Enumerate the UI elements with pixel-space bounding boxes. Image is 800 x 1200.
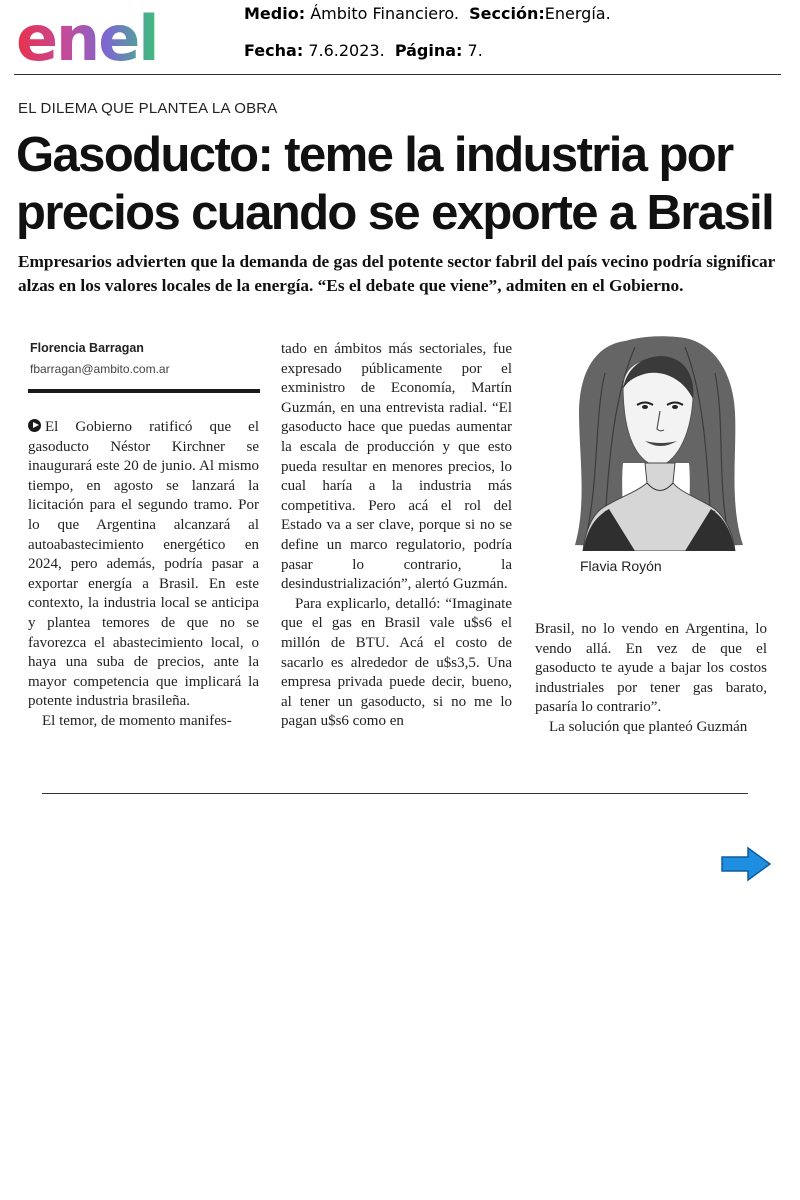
article-headline: Gasoducto: teme la industria por precios cuando se exporte a Brasil <box>16 128 774 240</box>
photo-caption: Flavia Royón <box>580 558 662 574</box>
medio-value: Ámbito Financiero. <box>310 4 459 23</box>
column-1-paragraph-1 <box>28 418 259 712</box>
article-column-1 <box>28 418 259 732</box>
pagina-value: 7. <box>467 41 483 60</box>
portrait-illustration <box>565 333 747 551</box>
seccion-value: Energía. <box>544 4 611 23</box>
header-divider <box>14 74 781 75</box>
next-page-arrow-icon[interactable] <box>720 846 772 882</box>
column-1-paragraph-2: El temor, de momento manifes- <box>42 712 232 729</box>
article-column-2 <box>281 340 512 732</box>
logo-text: enel <box>16 2 158 72</box>
pagina-label: Página <box>394 41 457 60</box>
article-deck: Empresarios advierten que la demanda de gas del potente sector fabril del país vecino podría significar alzas en los valores locales de la energía. “Es el debate que viene”, admiten en el Gobierno. <box>18 252 776 295</box>
column-2-paragraph-1: tado en ámbitos más sectoriales, fue expresado públicamente por el exministro de Economía, Martín Guzmán, en una entrevista radial. “El gasoducto hace que puedas aumentar la escala de producción y que esto pueda resultar en menores precios, lo cual haría a la industria más competitiva. Pero acá el rol del Estado va a ser clave, porque si no se define un marco regulatorio, podría pasar lo contrario, la desindustrialización”, alertó Guzmán. <box>281 341 512 593</box>
meta-fecha-pagina: Fecha: 7.6.2023. Página: 7. <box>244 41 483 60</box>
medio-label: Medio <box>244 4 299 23</box>
author-name: Florencia Barragan <box>30 341 144 355</box>
article-bottom-divider <box>42 793 748 794</box>
enel-logo <box>16 2 180 72</box>
fecha-value: 7.6.2023. <box>308 41 385 60</box>
column-3-paragraph-2: La solución que planteó Guzmán <box>549 718 748 735</box>
author-email: fbarragan@ambito.com.ar <box>30 362 170 376</box>
byline-divider <box>28 389 260 393</box>
meta-medio-seccion: Medio: Ámbito Financiero. Sección:Energía. <box>244 4 611 23</box>
article-kicker: EL DILEMA QUE PLANTEA LA OBRA <box>18 100 278 117</box>
column-2-paragraph-2: Para explicarlo, detalló: “Imaginate que el gas en Brasil vale u$s6 el millón de BTU. Acá el costo de sacarlo es alrededor de u$s3,5. Una empresa privada puede decir, bueno, al tener un gasoducto, si no me lo pagan u$s6 como en <box>281 595 512 730</box>
fecha-label: Fecha <box>244 41 297 60</box>
seccion-label: Sección <box>469 4 539 23</box>
column-1-paragraph-1-text: El Gobierno ratificó que el gasoducto Néstor Kirchner se inaugurará este 20 de junio. Al mismo tiempo, en agosto se lanzará la licitación para el segundo tramo. Por lo que Argentina alcanzará al autoabastecimiento energético en 2024, pero además, podría pasar a exportar energía a Brasil. En este contexto, la industria local se anticipa y plantea temores de que no se favorezca el abastecimiento local, o haya una suba de precios, ante la mayor competencia que implicará la potente industria brasileña. <box>28 419 259 710</box>
article-column-3 <box>535 620 767 738</box>
play-bullet-icon <box>28 419 41 432</box>
column-3-paragraph-1: Brasil, no lo vendo en Argentina, lo vendo allá. En vez de que el gasoducto te ayude a bajar los costos industriales por tener gas barato, pasaría lo contrario”. <box>535 621 767 716</box>
